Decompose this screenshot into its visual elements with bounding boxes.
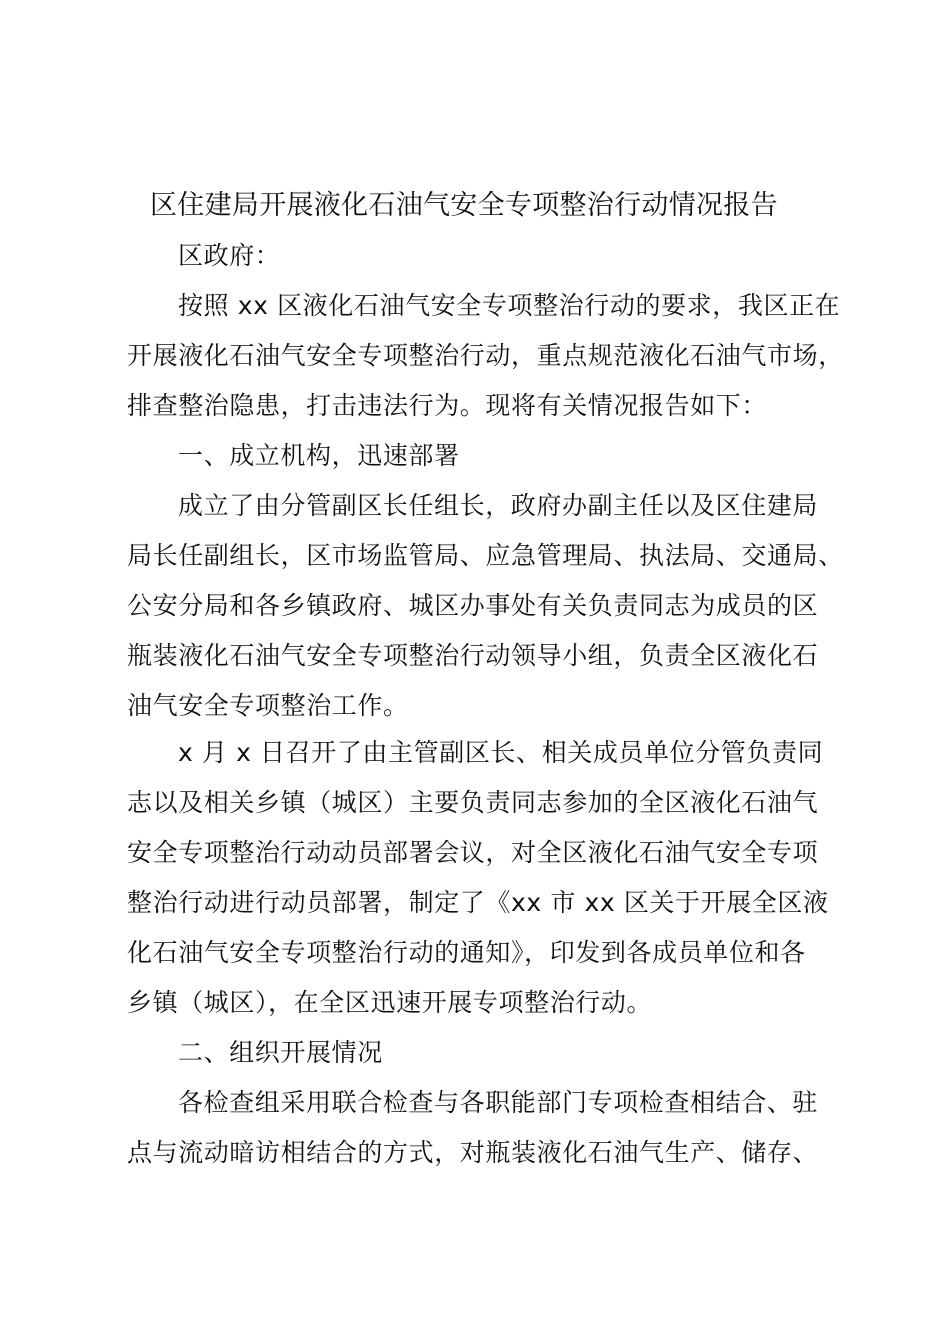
paragraph-line: 瓶装液化石油气安全专项整治行动领导小组，负责全区液化石: [127, 641, 819, 670]
paragraph-line: 成立了由分管副区长任组长，政府办副主任以及区住建局: [178, 491, 819, 520]
paragraph-line: 化石油气安全专项整治行动的通知》，印发到各成员单位和各: [127, 938, 806, 967]
paragraph-line: 局长任副组长，区市场监管局、应急管理局、执法局、交通局、: [127, 541, 844, 570]
paragraph-line: 开展液化石油气安全专项整治行动，重点规范液化石油气市场，: [127, 341, 844, 370]
paragraph-line: 志以及相关乡镇（城区）主要负责同志参加的全区液化石油气: [127, 788, 819, 817]
paragraph-line: 乡镇（城区），在全区迅速开展专项整治行动。: [127, 988, 653, 1017]
paragraph-line: 油气安全专项整治工作。: [127, 691, 409, 720]
paragraph-line: 排查整治隐患，打击违法行为。现将有关情况报告如下：: [127, 391, 768, 420]
paragraph-line: 安全专项整治行动动员部署会议，对全区液化石油气安全专项: [127, 838, 819, 867]
paragraph-line: x 月 x 日召开了由主管副区长、相关成员单位分管负责同: [178, 738, 824, 767]
paragraph-line: 各检查组采用联合检查与各职能部门专项检查相结合、驻: [178, 1088, 819, 1117]
document-title: 区住建局开展液化石油气安全专项整治行动情况报告: [150, 190, 778, 221]
paragraph-line: 按照 xx 区液化石油气安全专项整治行动的要求，我区正在: [178, 291, 841, 320]
paragraph-line: 点与流动暗访相结合的方式，对瓶装液化石油气生产、储存、: [127, 1138, 819, 1167]
section-heading-2: 二、组织开展情况: [178, 1038, 383, 1067]
paragraph-line: 公安分局和各乡镇政府、城区办事处有关负责同志为成员的区: [127, 591, 819, 620]
section-heading-1: 一、成立机构，迅速部署: [178, 441, 460, 470]
salutation: 区政府：: [178, 241, 281, 270]
paragraph-line: 整治行动进行动员部署，制定了《xx 市 xx 区关于开展全区液: [127, 888, 829, 917]
